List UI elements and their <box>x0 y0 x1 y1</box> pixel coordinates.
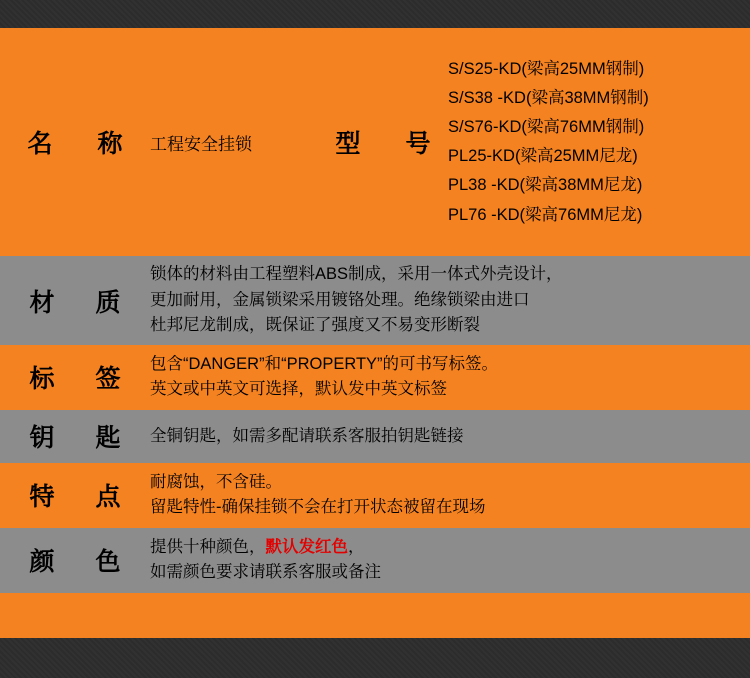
spec-label-key: 钥 匙 <box>29 424 129 453</box>
color-highlight: 默认发红色 <box>265 537 348 556</box>
spec-value-feature <box>150 463 750 528</box>
spec-label-color: 颜 色 <box>29 548 129 577</box>
model-item: S/S25-KD(梁高25MM钢制) <box>448 59 645 78</box>
text-line: 如需颜色要求请联系客服或备注 <box>150 563 381 582</box>
text-line: 留匙特性-确保挂锁不会在打开状态被留在现场 <box>150 498 486 517</box>
spec-label-tag: 标 签 <box>29 365 129 394</box>
spec-row-feature <box>0 463 750 528</box>
spec-label-feature: 特 点 <box>29 483 129 512</box>
spec-sheet <box>0 28 750 638</box>
spec-value-material <box>150 256 750 345</box>
spec-row-name <box>0 28 750 256</box>
text-line: 锁体的材料由工程塑料ABS制成，采用一体式外壳设计， <box>150 265 563 284</box>
model-item: PL25-KD(梁高25MM尼龙) <box>448 147 638 166</box>
spec-value-tag <box>150 345 750 410</box>
spec-value-name: 工程安全挂锁 <box>150 134 252 154</box>
spec-row-key <box>0 410 750 463</box>
text-line: 杜邦尼龙制成，既保证了强度又不易变形断裂 <box>150 316 480 335</box>
model-item: PL76 -KD(梁高76MM尼龙) <box>448 205 643 224</box>
text-line: 包含“DANGER”和“PROPERTY”的可书写标签。 <box>150 354 499 373</box>
spec-row-material <box>0 256 750 345</box>
color-text-before: 提供十种颜色， <box>150 537 266 556</box>
spec-label-material: 材 质 <box>29 288 129 317</box>
color-text-after: ， <box>348 537 365 556</box>
model-item: PL38 -KD(梁高38MM尼龙) <box>448 176 643 195</box>
model-item: S/S76-KD(梁高76MM钢制) <box>448 117 645 136</box>
text-line: 耐腐蚀，不含硅。 <box>150 472 282 491</box>
model-item: S/S38 -KD(梁高38MM钢制) <box>448 88 649 107</box>
text-line: 全铜钥匙，如需多配请联系客服拍钥匙链接 <box>150 426 464 445</box>
spec-row-color <box>0 528 750 593</box>
spec-value-color <box>150 528 750 593</box>
text-line: 更加耐用，金属锁梁采用镀铬处理。绝缘锁梁由进口 <box>150 290 530 309</box>
spec-label-name: 名 称 <box>27 130 133 159</box>
text-line <box>150 535 738 561</box>
spec-row-tag <box>0 345 750 410</box>
spec-value-key <box>150 410 750 463</box>
sheet-bottom-spacer <box>0 593 750 638</box>
spec-label-model: 型 号 <box>335 130 441 159</box>
spec-value-model-list <box>448 55 750 230</box>
text-line: 英文或中英文可选择，默认发中英文标签 <box>150 380 447 399</box>
